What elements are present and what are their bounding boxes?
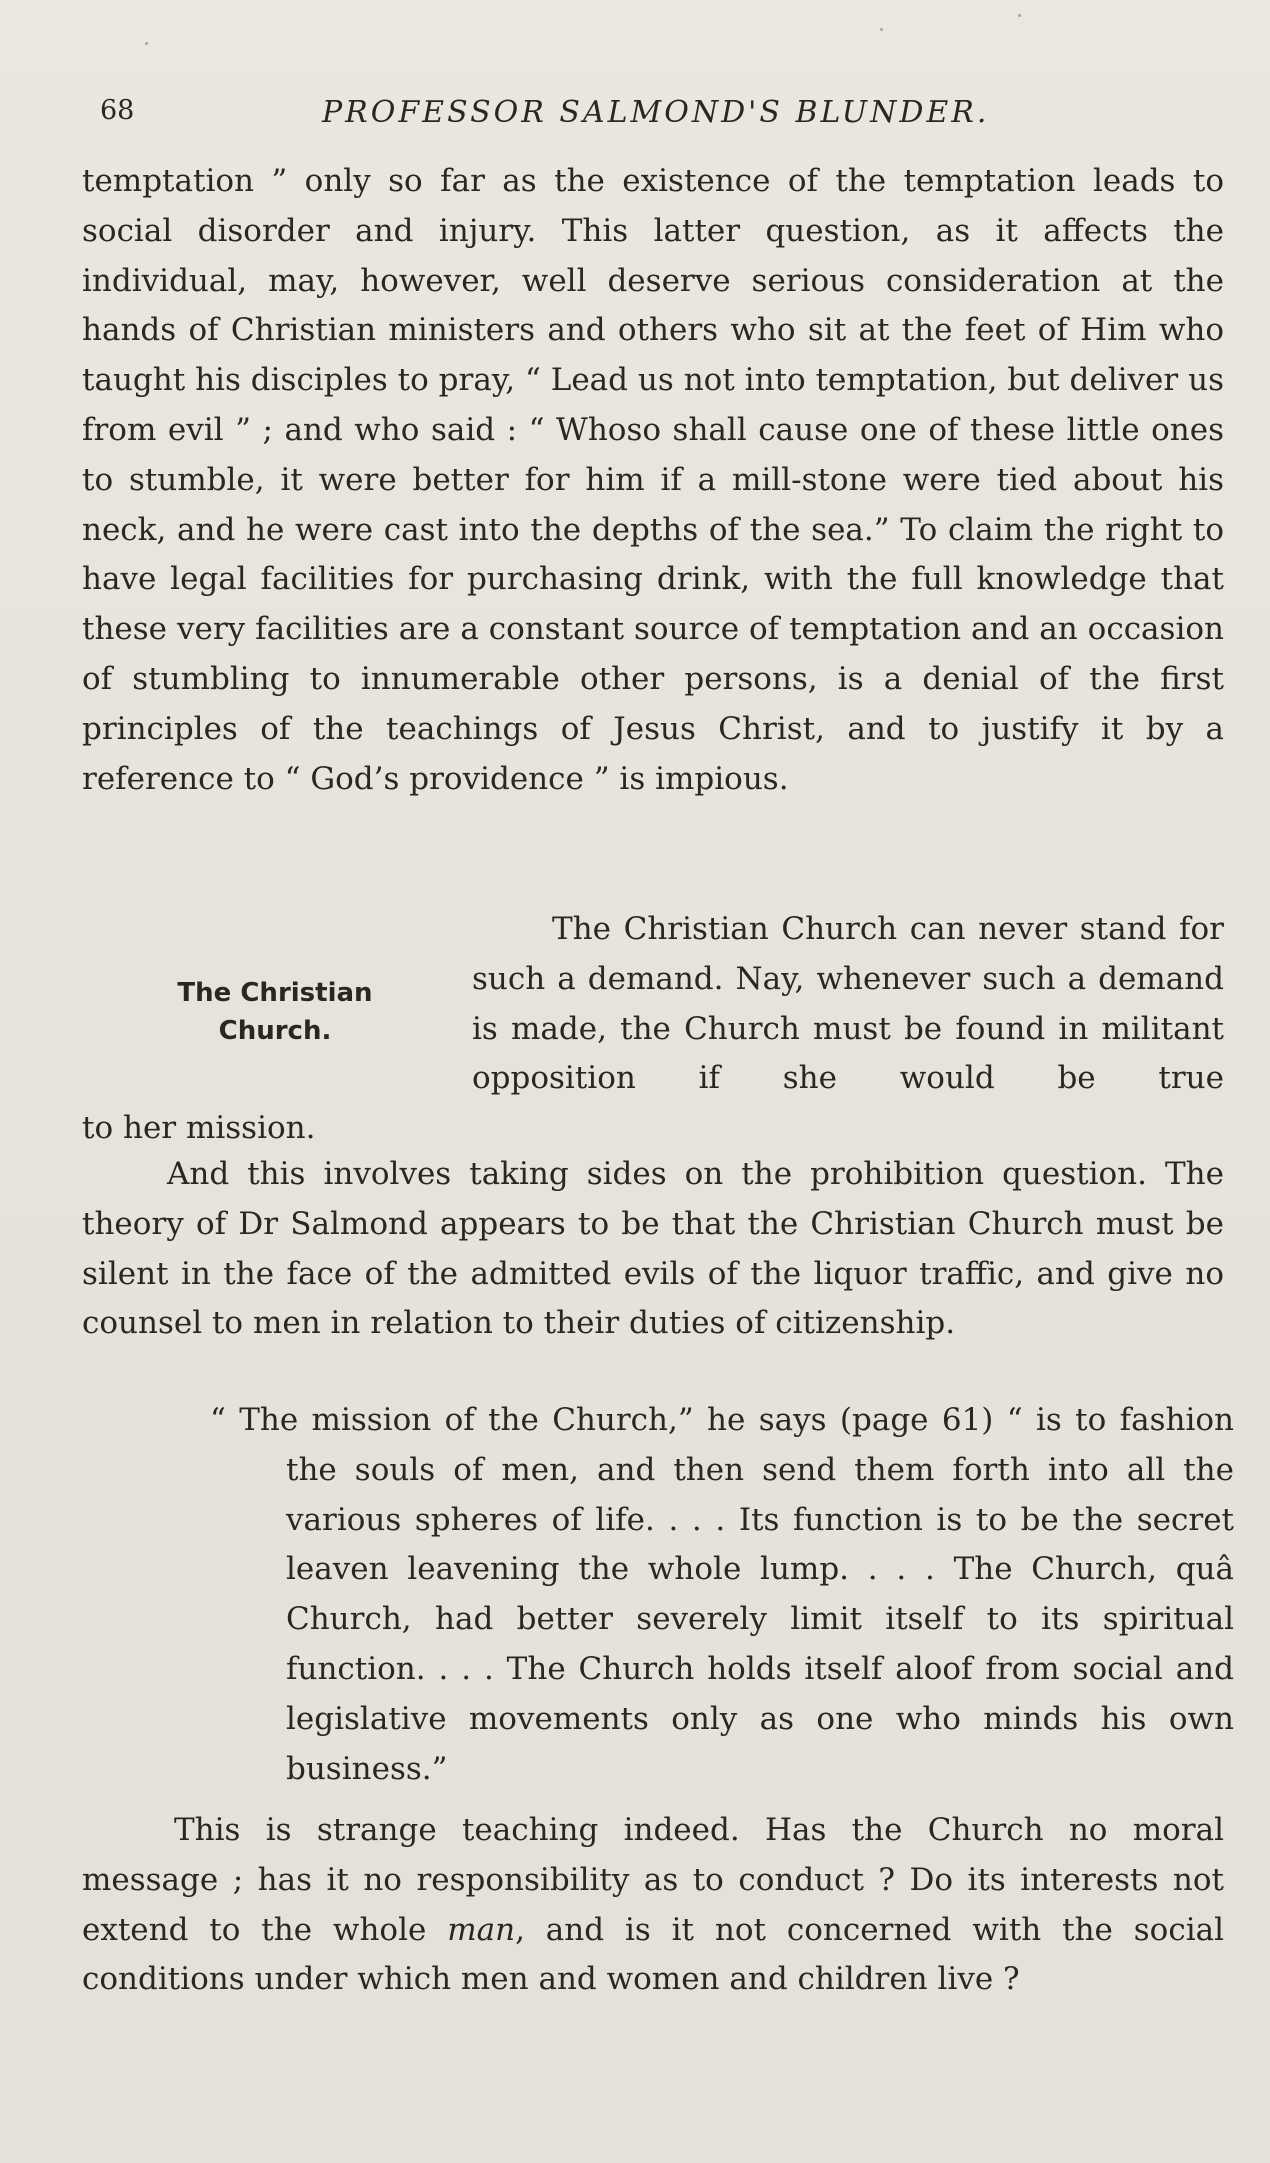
paper-speck — [145, 42, 148, 45]
sidenote-line-2: Church. — [218, 1016, 332, 1046]
paper-speck — [1018, 14, 1021, 17]
paragraph-4-italic-word: man — [447, 1911, 516, 1948]
paragraph-4-text-a: This is strange teaching indeed. Has the Church no moral message ; has it no responsibility as to conduct ? Do its interests not extend to the whole — [82, 1812, 1224, 1948]
paragraph-3-text: And this involves taking sides on the prohibition question. The theory of Dr Salmond appears to be that the Christian Church must be silent in the face of the admitted evils of the liquor traffic, and give no counsel to men in relation to their duties of citizenship. — [82, 1156, 1224, 1342]
block-quote-text: “ The mission of the Church,” he says (page 61) “ is to fashion the souls of men, and then send them forth into all the various spheres of life. . . . Its function is to be the secret leaven leavening the whole lump. . . . The Church, quâ Church, had better severely limit itself to its spiritual function. . . . The Church holds itself aloof from social and legislative movements only as one who minds his own business.” — [210, 1402, 1234, 1787]
paragraph-1-text: temptation ” only so far as the existence of the temptation leads to social disorder and injury. This latter question, as it affects the individual, may, however, well deserve serious consideration at the hands of Christian ministers and others who sit at the feet of Him who taught his disciples to pray, “ Lead us not into temptation, but deliver us from evil ” ; and who said : “ Whoso shall cause one of these little ones to stumble, it were better for him if a mill-stone were tied about his neck, and he were cast into the depths of the sea.” To claim the right to have legal facilities for purchasing drink, with the full knowledge that these very facilities are a constant source of temptation and an occasion of stumbling to innumerable other persons, is a denial of the first principles of the teachings of Jesus Christ, and to justify it by a reference to “ God’s providence ” is impious. — [82, 163, 1224, 797]
paragraph-2-tail-text: to her mission. — [82, 1110, 316, 1147]
block-quote — [210, 1396, 1234, 1794]
page-header — [90, 95, 1230, 145]
paragraph-4-text-b: , and is it not concerned with the social conditions under which men and women and children live ? — [82, 1911, 1224, 1998]
paragraph-4 — [82, 1806, 1224, 2005]
paper-speck — [880, 28, 883, 31]
paragraph-2-indented-text: The Christian Church can never stand for such a demand. Nay, whenever such a demand is made, the Church must be found in militant opposition if she would be true — [472, 911, 1224, 1097]
paragraph-2 — [82, 905, 1224, 1154]
running-title: PROFESSOR SALMOND'S BLUNDER. — [322, 95, 990, 130]
paragraph-3 — [82, 1150, 1224, 1349]
paragraph-4-text — [82, 1806, 1224, 2005]
page-number: 68 — [100, 95, 135, 126]
sidenote-line-1: The Christian — [177, 978, 373, 1008]
paragraph-1 — [82, 157, 1224, 804]
